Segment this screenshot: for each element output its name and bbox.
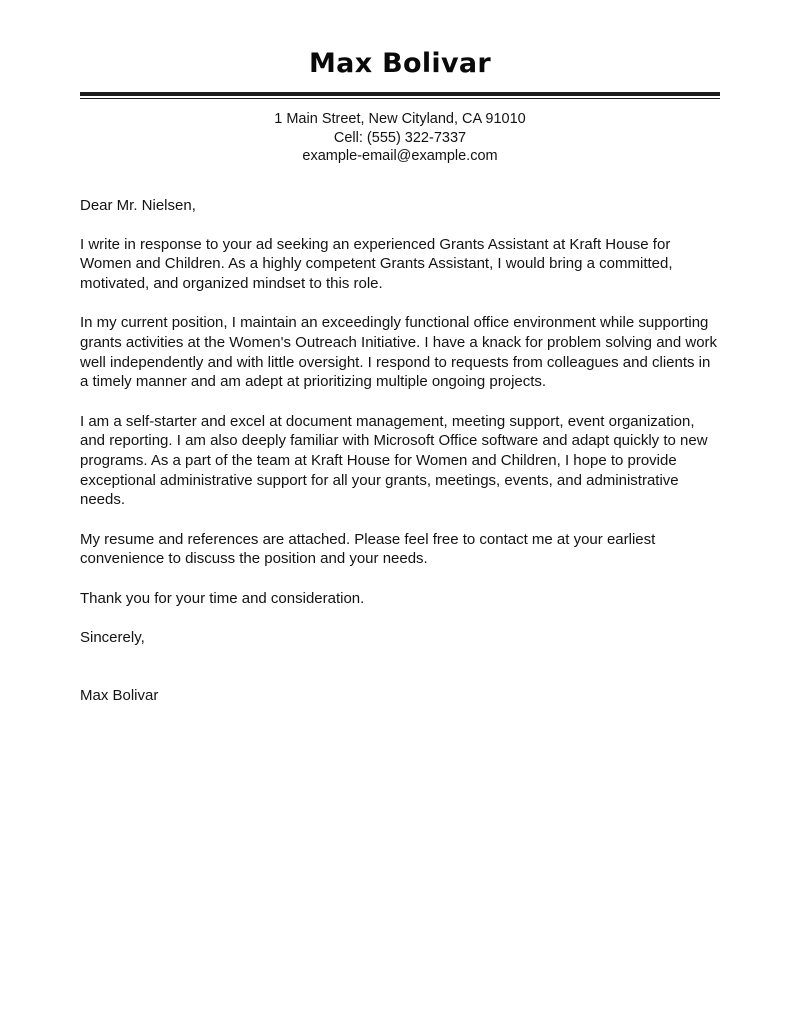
paragraph-resume: My resume and references are attached. Please feel free to contact me at your earliest convenience to discuss the position and your needs. — [80, 530, 656, 568]
contact-address: 1 Main Street, New Cityland, CA 91010 — [274, 111, 526, 127]
paragraph-skills: I am a self-starter and excel at document management, meeting support, event organization, and reporting. I am also deeply familiar with Microsoft Office software and adapt quickly to new programs. As a part of the team at Kraft House for Women and Children, I hope to provide exceptional administrative support for all your grants, meetings, events, and administrative needs. — [80, 412, 708, 509]
paragraph-current-position: In my current position, I maintain an exceedingly functional office environment while supporting grants activities at the Women's Outreach Initiative. I have a knack for problem solving and work well independently and with little oversight. I respond to requests from colleagues and clients in a timely manner and am adept at prioritizing multiple ongoing projects. — [80, 314, 718, 391]
salutation: Dear Mr. Nielsen, — [80, 196, 196, 214]
letter-body — [80, 196, 720, 707]
contact-email: example-email@example.com — [302, 148, 498, 164]
closing: Sincerely, — [80, 628, 145, 646]
contact-info — [80, 110, 720, 166]
contact-cell: Cell: (555) 322-7337 — [333, 129, 467, 146]
paragraph-thanks: Thank you for your time and consideration. — [80, 589, 365, 607]
header-divider — [80, 92, 720, 99]
letter-author-name: Max Bolivar — [309, 48, 491, 79]
signature-name: Max Bolivar — [80, 687, 159, 705]
paragraph-intro: I write in response to your ad seeking an experienced Grants Assistant at Kraft House for Women and Children. As a highly competent Grants Assistant, I would bring a committed, motivated, and organized mindset to this role. — [80, 235, 673, 293]
